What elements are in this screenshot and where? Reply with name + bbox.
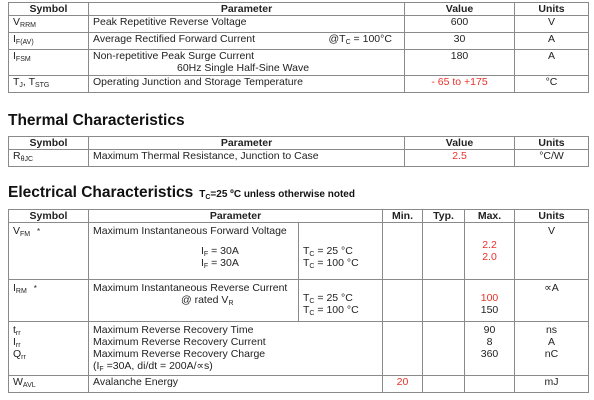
typ-cell — [423, 376, 465, 393]
col-header-max: Max. — [465, 210, 515, 223]
value-cell: 30 — [405, 33, 515, 50]
thermal-table — [8, 136, 589, 167]
min-cell — [383, 223, 423, 280]
min-cell — [383, 280, 423, 322]
value-cell: 180 — [405, 50, 515, 76]
condition-text: $@T_C = 100^\circ C$ — [328, 33, 392, 46]
col-header-symbol: Symbol — [9, 137, 89, 150]
typ-cell — [423, 322, 465, 376]
table-header-row — [9, 210, 589, 223]
value-cell: - 65 to +175 — [405, 76, 515, 93]
min-cell: 20 — [383, 376, 423, 393]
parameter-cell: Maximum Thermal Resistance, Junction to Case — [89, 150, 405, 167]
col-header-parameter: Parameter — [89, 137, 405, 150]
table-row — [9, 223, 589, 280]
electrical-note: $T_C=25$ ºC unless otherwise noted — [199, 189, 355, 201]
col-header-symbol: Symbol — [9, 3, 89, 16]
electrical-table — [8, 209, 589, 393]
electrical-section-title: Electrical Characteristics $T_C=25$ ºC unless otherwise noted — [8, 184, 355, 201]
col-header-units: Units — [515, 3, 589, 16]
typ-cell — [423, 280, 465, 322]
table-row — [9, 150, 589, 167]
min-cell — [383, 322, 423, 376]
unit-cell: mJ — [515, 376, 589, 393]
symbol-cell: $I_{RM}$ * — [9, 280, 89, 322]
parameter-cell: Average Rectified Forward Current $@T_C = 100^\circ C$ — [89, 33, 405, 50]
symbol-cell: $I_{FSM}$ — [9, 50, 89, 76]
parameter-cell: Operating Junction and Storage Temperature — [89, 76, 405, 93]
unit-cell: ∝A — [515, 280, 589, 322]
table-row — [9, 50, 589, 76]
symbol-cell: $W_{AVL}$ — [9, 376, 89, 393]
max-cell: 90 8 360 — [465, 322, 515, 376]
max-cell: 2.2 2.0 — [465, 223, 515, 280]
table-row — [9, 376, 589, 393]
unit-cell: ns A nC — [515, 322, 589, 376]
parameter-cell: Avalanche Energy — [89, 376, 383, 393]
symbol-cell: $R_{\theta JC}$ — [9, 150, 89, 167]
symbol-cell: $t_{rr}$ $I_{rr}$ $Q_{rr}$ — [9, 322, 89, 376]
condition-cell: $T_C = 25$ °C $T_C = 100$ °C — [299, 280, 383, 322]
parameter-cell: Maximum Instantaneous Forward Voltage $I_F = 30A$ $I_F = 30A$ — [89, 223, 299, 280]
parameter-cell: Non-repetitive Peak Surge Current 60Hz Single Half-Sine Wave — [89, 50, 405, 76]
value-cell: 2.5 — [405, 150, 515, 167]
col-header-min: Min. — [383, 210, 423, 223]
col-header-parameter: Parameter — [89, 3, 405, 16]
parameter-cell: Maximum Reverse Recovery Time Maximum Reverse Recovery Current Maximum Reverse Recovery Charge ($I_F =30A$, di/dt = 200A/∝s) — [89, 322, 383, 376]
unit-cell: °C — [515, 76, 589, 93]
max-ratings-table — [8, 2, 589, 93]
parameter-cell: Maximum Instantaneous Reverse Current @ rated $V_R$ — [89, 280, 299, 322]
table-header-row — [9, 3, 589, 16]
col-header-symbol: Symbol — [9, 210, 89, 223]
unit-cell: A — [515, 50, 589, 76]
max-cell: 100 150 — [465, 280, 515, 322]
max-cell — [465, 376, 515, 393]
symbol-cell: $I_{F(AV)}$ — [9, 33, 89, 50]
table-header-row — [9, 137, 589, 150]
symbol-cell: $V_{RRM}$ — [9, 16, 89, 33]
col-header-units: Units — [515, 137, 589, 150]
typ-cell — [423, 223, 465, 280]
unit-cell: V — [515, 16, 589, 33]
symbol-cell: $T_J$, $T_{STG}$ — [9, 76, 89, 93]
unit-cell: A — [515, 33, 589, 50]
col-header-value: Value — [405, 137, 515, 150]
unit-cell: V — [515, 223, 589, 280]
value-cell: 600 — [405, 16, 515, 33]
table-row — [9, 322, 589, 376]
table-row — [9, 33, 589, 50]
condition-cell: $T_C = 25$ °C $T_C = 100$ °C — [299, 223, 383, 280]
parameter-cell: Peak Repetitive Reverse Voltage — [89, 16, 405, 33]
col-header-units: Units — [515, 210, 589, 223]
col-header-value: Value — [405, 3, 515, 16]
col-header-typ: Typ. — [423, 210, 465, 223]
symbol-cell: $V_{FM}$ * — [9, 223, 89, 280]
table-row — [9, 280, 589, 322]
unit-cell: °C/W — [515, 150, 589, 167]
thermal-section-title: Thermal Characteristics — [8, 112, 185, 129]
col-header-parameter: Parameter — [89, 210, 383, 223]
table-row — [9, 76, 589, 93]
table-row — [9, 16, 589, 33]
